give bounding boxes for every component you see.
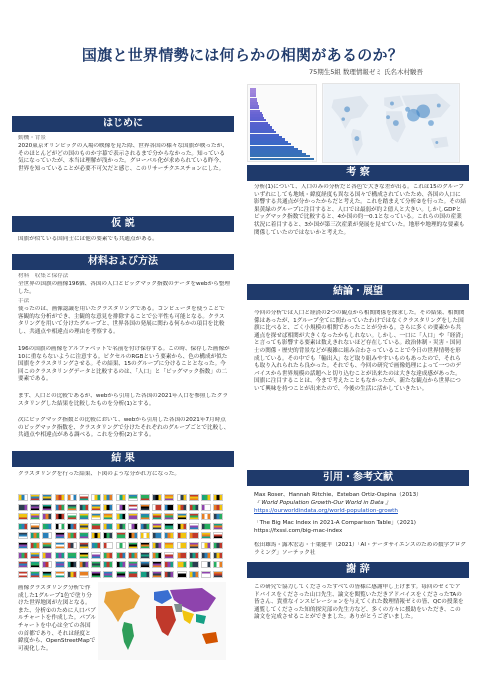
flag-thumbnail	[213, 552, 223, 559]
flag-thumbnail	[213, 504, 223, 511]
flag-thumbnail	[152, 561, 162, 568]
flag-thumbnail	[177, 552, 187, 559]
results-intro: クラスタリングを行った結果、下図のような分かれ方になった。	[18, 471, 180, 477]
flag-thumbnail	[189, 542, 199, 549]
flag-thumbnail	[103, 504, 113, 511]
flag-thumbnail	[55, 504, 65, 511]
flag-thumbnail	[79, 513, 89, 520]
conclusion-body: 今回の分析では人口と経済の2つの観点から相関関係を探求した。その結果、相関関係はあったが、1グループ全てに関わっていたわけではなくクラスタリングをした国旗に比べると、ごく小規模の相関であったことが分かる。さらに多くの要素から共通点を探せば相関が大きくなったかもしれない。しかし、一口に「人口」や「経済」と言っても影響する要素は数えきれないほど存在している。政治体制・災害・国同士の関係・歴史的背景などが複雑に組み合わさっていることで今日の世界情勢を形成している。その中でも「輸出入」など取り組みやすいものもあったので、それらも取り入れられたら良かった。それでも、今回の研究で画像処理によって一つのデバイスから世界規模の話題へと切り込むことが出来たのは大きな達成感があった。国旗に注目することは、今まで考えたこともなかったが、新たな観点から世界について興味を持つことが出来たので、今後の生活に活かしていきたい。	[254, 310, 465, 392]
flag-thumbnail	[30, 513, 40, 520]
flag-thumbnail	[128, 571, 138, 578]
flag-thumbnail	[189, 532, 199, 539]
flag-thumbnail	[18, 571, 28, 578]
flag-thumbnail	[128, 523, 138, 530]
flag-thumbnail	[177, 513, 187, 520]
flag-thumbnail	[55, 571, 65, 578]
flag-thumbnail	[18, 504, 28, 511]
flag-thumbnail	[91, 523, 101, 530]
flag-thumbnail	[18, 494, 28, 501]
flag-thumbnail	[30, 571, 40, 578]
flag-thumbnail	[30, 532, 40, 539]
flag-thumbnail	[103, 552, 113, 559]
flag-thumbnail	[67, 532, 77, 539]
references-heading: 引用・参考文献	[247, 470, 469, 486]
flag-thumbnail	[213, 571, 223, 578]
flag-thumbnail	[55, 542, 65, 549]
flag-thumbnail	[164, 523, 174, 530]
flag-thumbnail	[67, 504, 77, 511]
flag-thumbnail	[30, 523, 40, 530]
reference-1-title: 『 World Population Growth-Our World in Data 』	[254, 500, 392, 506]
flag-thumbnail	[128, 532, 138, 539]
flag-thumbnail	[128, 542, 138, 549]
method-steps: 196の国旗の画像をアルファベットで名前を付け保存する。この時、保存した画像が10に重ならないように注意する。ピクセルのRGBという要素から、色の構成が似た国旗をクラスタリングさせる。その結果、15のグループに分けることとなった。今回このクラスタリングデータと比較するのは、「人口」と「ビッグマック指数」の二要素である。	[18, 346, 230, 383]
flag-thumbnail	[55, 552, 65, 559]
flag-thumbnail	[67, 561, 77, 568]
flag-thumbnail	[164, 504, 174, 511]
flag-thumbnail	[79, 523, 89, 530]
method-subheading: 手法	[18, 298, 30, 304]
flag-thumbnail	[67, 552, 77, 559]
flag-thumbnail	[189, 504, 199, 511]
flag-thumbnail	[116, 504, 126, 511]
flag-thumbnail	[91, 504, 101, 511]
intro-body: 2020東京オリンピックの入場の映像を見た際、世界各国の様々な国旗が映ったが、そのほとんどがどの国のものか字幕で表示されるまで分からなかった。知っている気になっていたが、本当は理解が浅かった。グローバル化が求められている昨今、世界を知っていることが必要不可欠だと感じ、このリサーチクエスチョンにした。	[18, 143, 228, 172]
flag-thumbnail	[91, 571, 101, 578]
flag-thumbnail	[164, 542, 174, 549]
flag-thumbnail	[140, 513, 150, 520]
discussion-body: 分析(1)について、人口のみの分析だと各色で大きな差が出る。これは15のグループいずれにしても地域・緯度経度も異なる国々で構成されていたため、各国の人口に影響する共通点が分かったからだと考えた。これを踏まえて分析②を行った。その結果黄緑のグループに注目すると、人口では最弱が約２億人と大きい。しかしGDPとビッグマック指数で比較すると、4か国の約一0.1となっている。これらの国の産業状況に着目すると、3か国が第三次産業が発展を見せていた。地形や地理的な要素も関係していたのではないかと考えた。	[254, 184, 466, 236]
flag-thumbnail	[164, 561, 174, 568]
flag-thumbnail	[30, 494, 40, 501]
flag-thumbnail	[79, 552, 89, 559]
flag-thumbnail	[177, 542, 187, 549]
flag-thumbnail	[116, 494, 126, 501]
flag-thumbnail	[213, 513, 223, 520]
flag-thumbnail	[116, 552, 126, 559]
flag-thumbnail	[18, 552, 28, 559]
flag-thumbnail	[91, 532, 101, 539]
flag-thumbnail	[18, 513, 28, 520]
flag-thumbnail	[42, 523, 52, 530]
flag-cluster-figure	[18, 494, 226, 582]
flag-thumbnail	[91, 542, 101, 549]
flag-thumbnail	[164, 552, 174, 559]
author-line: 75期生5組 数理情報ゼミ 氏名木村駿吾	[308, 68, 423, 76]
flag-thumbnail	[140, 571, 150, 578]
flag-thumbnail	[140, 523, 150, 530]
flag-thumbnail	[140, 552, 150, 559]
reference-2-title: 「The Big Mac Index in 2021-A Comparison Table」（2021)	[254, 520, 416, 526]
flag-thumbnail	[189, 513, 199, 520]
flag-thumbnail	[91, 552, 101, 559]
flag-thumbnail	[91, 561, 101, 568]
population-bubble-map	[322, 83, 460, 163]
flag-thumbnail	[152, 504, 162, 511]
flag-thumbnail	[189, 561, 199, 568]
method-body: 使ったのは、画像認識を用いたクラスタリングである。コンピュータを使うことで客観的な分析ができ、主観的な意見を排除することで公平性も可能となる。クラスタリングを用いて分けたグループと、世界各国の発展に関わる何らかの項目を比較し、共通点や相違点の理由を考察する。	[18, 306, 225, 335]
flag-thumbnail	[55, 523, 65, 530]
flag-thumbnail	[103, 513, 113, 520]
flag-thumbnail	[116, 532, 126, 539]
flag-thumbnail	[213, 494, 223, 501]
flag-thumbnail	[42, 513, 52, 520]
intro-subheading: 動機・背景	[18, 135, 46, 141]
reference-3: 松田雄馬・露木宏志・千葉健平（2021）「AI・データサイエンスのための数学プログラミング」ソーテック社	[254, 542, 466, 556]
flag-thumbnail	[55, 494, 65, 501]
flag-thumbnail	[116, 513, 126, 520]
reference-1-authors: Max Roser、Hannah Ritchie、Esteban Ortiz-Ospina（2013）	[254, 492, 422, 498]
flag-thumbnail	[164, 532, 174, 539]
flag-thumbnail	[213, 523, 223, 530]
acknowledgements-body: この研究で協力してくださったすべての皆様に感謝申し上げます。毎回のゼミでアドバイスをくださった山口先生、論文を閲覧いただきアドバイスをくださったTAの皆さん、貴重なインスピレーションを与えてくれた数理情報ゼミの皆、QCの授業を通覧してくださった知的探究部の先生方など、多くの方々に援助をいただき、この論文を完成させることができました。ありがとうございました。	[254, 584, 464, 621]
flag-thumbnail	[67, 494, 77, 501]
analysis-2-description: 次にビッグマック指数との比較において、webから引用した各国の2021年7月時点のビッグマック指数を、クラスタリングで分けたそれぞれのグループごとで比較し、共通点や相違点がある調べる。これを分析(2)とする。	[18, 417, 230, 439]
flag-thumbnail	[201, 513, 211, 520]
flag-thumbnail	[140, 532, 150, 539]
flag-thumbnail	[18, 561, 28, 568]
flag-thumbnail	[189, 523, 199, 530]
population-bar-chart	[247, 84, 317, 162]
flag-thumbnail	[201, 552, 211, 559]
flag-thumbnail	[116, 523, 126, 530]
flag-thumbnail	[67, 542, 77, 549]
flag-thumbnail	[213, 561, 223, 568]
reference-1-link[interactable]: https://ourworldindata.org/world-population-growth	[254, 508, 398, 514]
flag-thumbnail	[42, 504, 52, 511]
flag-thumbnail	[140, 561, 150, 568]
flag-thumbnail	[42, 561, 52, 568]
flag-thumbnail	[103, 561, 113, 568]
flag-thumbnail	[201, 494, 211, 501]
flag-thumbnail	[67, 523, 77, 530]
flag-thumbnail	[189, 494, 199, 501]
flag-thumbnail	[152, 571, 162, 578]
poster-title: 国旗と世界情勢には何らかの相関があるのか？	[81, 46, 404, 64]
flag-thumbnail	[42, 571, 52, 578]
flag-thumbnail	[79, 571, 89, 578]
flag-thumbnail	[55, 513, 65, 520]
materials-subheading: 材料 収集と保存法	[18, 273, 69, 279]
flag-thumbnail	[152, 552, 162, 559]
flag-thumbnail	[201, 523, 211, 530]
flag-thumbnail	[177, 571, 187, 578]
materials-heading: 材料および方法	[12, 254, 234, 270]
discussion-heading: 考 察	[247, 165, 469, 181]
flag-thumbnail	[164, 571, 174, 578]
cluster-world-map	[98, 582, 226, 660]
flag-thumbnail	[189, 552, 199, 559]
flag-thumbnail	[30, 561, 40, 568]
results-description: 画像クラスタリング分析で作成した1グループ1色で塗り分けた世界地図が左図となる。また、分析①のために人口パブルチャートを作成した。パブルチャートを中心は全ての各国の首都であり、それは経度と緯度から、OpenStreetMapで可視化した。	[18, 585, 96, 652]
flag-thumbnail	[30, 504, 40, 511]
flag-thumbnail	[201, 532, 211, 539]
flag-thumbnail	[42, 552, 52, 559]
flag-thumbnail	[91, 513, 101, 520]
flag-thumbnail	[55, 532, 65, 539]
flag-thumbnail	[67, 513, 77, 520]
flag-thumbnail	[213, 542, 223, 549]
flag-thumbnail	[213, 532, 223, 539]
flag-thumbnail	[103, 523, 113, 530]
flag-thumbnail	[116, 561, 126, 568]
flag-thumbnail	[116, 542, 126, 549]
analysis-1-description: まず、人口との比較であるが、webから引用した各国の2021年人口を参照したクラスタリングした結果を比較したものを分析(1)とする。	[18, 393, 228, 407]
flag-thumbnail	[79, 561, 89, 568]
flag-thumbnail	[103, 571, 113, 578]
flag-thumbnail	[177, 494, 187, 501]
flag-thumbnail	[18, 542, 28, 549]
bar-image-strip	[250, 158, 314, 160]
flag-thumbnail	[30, 552, 40, 559]
flag-thumbnail	[164, 494, 174, 501]
flag-thumbnail	[177, 561, 187, 568]
hypothesis-heading: 仮 説	[12, 216, 234, 232]
flag-thumbnail	[140, 542, 150, 549]
flag-thumbnail	[128, 513, 138, 520]
flag-thumbnail	[116, 571, 126, 578]
flag-thumbnail	[79, 542, 89, 549]
flag-thumbnail	[152, 532, 162, 539]
flag-thumbnail	[152, 494, 162, 501]
flag-thumbnail	[177, 504, 187, 511]
flag-thumbnail	[128, 504, 138, 511]
materials-body: 全世界の国旗の画像196個、各国の人口とビッグマック指数のデータをwebから整理した。	[18, 281, 230, 295]
hypothesis-body: 国旗が似ている国同士には他の要素でも共通点がある。	[18, 236, 158, 242]
flag-thumbnail	[201, 561, 211, 568]
flag-thumbnail	[42, 494, 52, 501]
intro-heading: はじめに	[12, 116, 234, 132]
flag-thumbnail	[177, 532, 187, 539]
flag-thumbnail	[128, 494, 138, 501]
flag-thumbnail	[79, 504, 89, 511]
acknowledgements-heading: 謝 辞	[247, 562, 469, 578]
flag-thumbnail	[18, 532, 28, 539]
flag-thumbnail	[42, 532, 52, 539]
flag-thumbnail	[30, 542, 40, 549]
flag-thumbnail	[201, 571, 211, 578]
conclusion-heading: 結論・展望	[247, 284, 469, 300]
reference-2-link[interactable]: https://fxssi.com/big-mac-index	[254, 528, 343, 534]
flag-thumbnail	[189, 571, 199, 578]
flag-thumbnail	[128, 552, 138, 559]
flag-thumbnail	[152, 542, 162, 549]
flag-thumbnail	[79, 494, 89, 501]
flag-thumbnail	[67, 571, 77, 578]
flag-thumbnail	[164, 513, 174, 520]
flag-thumbnail	[140, 494, 150, 501]
flag-thumbnail	[55, 561, 65, 568]
flag-thumbnail	[103, 532, 113, 539]
flag-thumbnail	[79, 532, 89, 539]
flag-thumbnail	[91, 494, 101, 501]
flag-thumbnail	[103, 542, 113, 549]
flag-thumbnail	[103, 494, 113, 501]
flag-thumbnail	[140, 504, 150, 511]
flag-thumbnail	[18, 523, 28, 530]
flag-thumbnail	[128, 561, 138, 568]
flag-thumbnail	[201, 504, 211, 511]
flag-thumbnail	[152, 513, 162, 520]
results-heading: 結 果	[12, 451, 234, 467]
flag-thumbnail	[152, 523, 162, 530]
flag-thumbnail	[42, 542, 52, 549]
flag-thumbnail	[177, 523, 187, 530]
flag-thumbnail	[201, 542, 211, 549]
